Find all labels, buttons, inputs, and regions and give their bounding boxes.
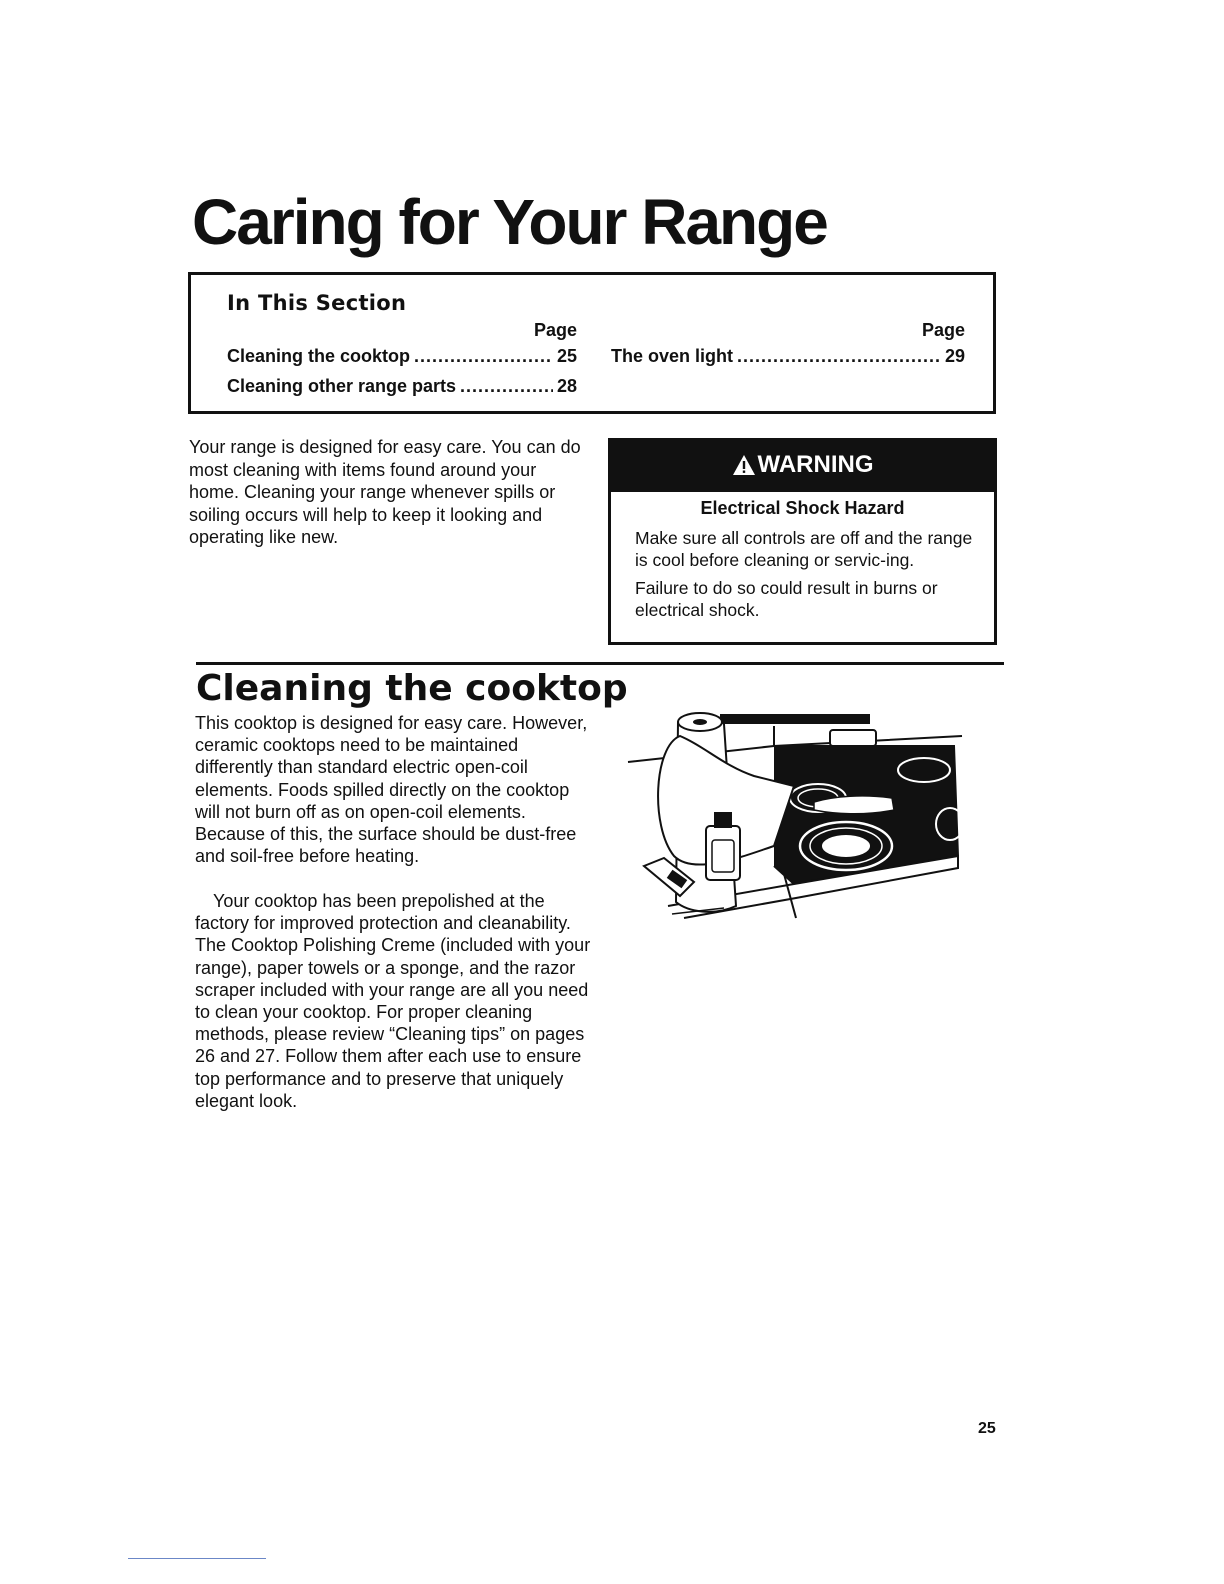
toc-page-label: Page bbox=[533, 320, 577, 340]
warning-text: Failure to do so could result in burns or electrical shock. bbox=[635, 578, 938, 620]
toc-left-column bbox=[227, 319, 577, 401]
toc-leader-dots bbox=[460, 371, 553, 401]
in-this-section-box bbox=[188, 272, 996, 414]
warning-box bbox=[608, 438, 997, 645]
warning-text: Make sure all controls are off and the range is cool before cleaning or servic-ing. bbox=[635, 528, 973, 570]
section-paragraph: Your cooktop has been prepolished at the factory for improved protection and cleanability. The Cooktop Polishing Creme (included with your range), paper towels or a sponge, and the razor scraper included with your range are all you need to clean your cooktop. For proper cleaning methods, please review “Cleaning tips” on pages 26 and 27. Follow them after each use to ensure top performance and to preserve that uniquely elegant look. bbox=[195, 891, 591, 1111]
section-divider bbox=[196, 662, 1004, 665]
toc-entry-page: 25 bbox=[556, 346, 577, 366]
cooktop-cleaning-illustration bbox=[624, 706, 964, 924]
toc-page-label: Page bbox=[921, 320, 965, 340]
page-number: 25 bbox=[978, 1420, 996, 1437]
toc-leader-dots bbox=[737, 341, 941, 371]
toc-entry[interactable] bbox=[227, 371, 577, 401]
warning-header bbox=[611, 438, 994, 492]
warning-subtitle: Electrical Shock Hazard bbox=[700, 498, 905, 518]
warning-title: WARNING bbox=[757, 451, 874, 478]
page-title: Caring for Your Range bbox=[192, 186, 827, 258]
footer-line bbox=[128, 1558, 266, 1559]
warning-triangle-icon bbox=[732, 454, 756, 476]
toc-entry[interactable] bbox=[227, 341, 577, 371]
toc-heading: In This Section bbox=[227, 291, 407, 315]
toc-entry-label: Cleaning the cooktop bbox=[227, 346, 411, 366]
toc-entry-page: 29 bbox=[944, 346, 965, 366]
toc-entry[interactable] bbox=[611, 341, 965, 371]
toc-entry-page: 28 bbox=[556, 376, 577, 396]
toc-right-column bbox=[611, 319, 965, 371]
section-paragraph: This cooktop is designed for easy care. However, ceramic cooktops need to be maintained differently than standard electric open-coil elements. Foods spilled directly on the cooktop will not burn off as on open-coil elements. Because of this, the surface should be dust-free and soil-free before heating. bbox=[195, 713, 588, 867]
intro-paragraph: Your range is designed for easy care. You can do most cleaning with items found around your home. Cleaning your range whenever spills or soiling occurs will help to keep it looking and operating like new. bbox=[189, 437, 581, 547]
toc-leader-dots bbox=[414, 341, 553, 371]
toc-entry-label: The oven light bbox=[611, 346, 734, 366]
toc-entry-label: Cleaning other range parts bbox=[227, 376, 457, 396]
section-heading: Cleaning the cooktop bbox=[196, 668, 628, 709]
